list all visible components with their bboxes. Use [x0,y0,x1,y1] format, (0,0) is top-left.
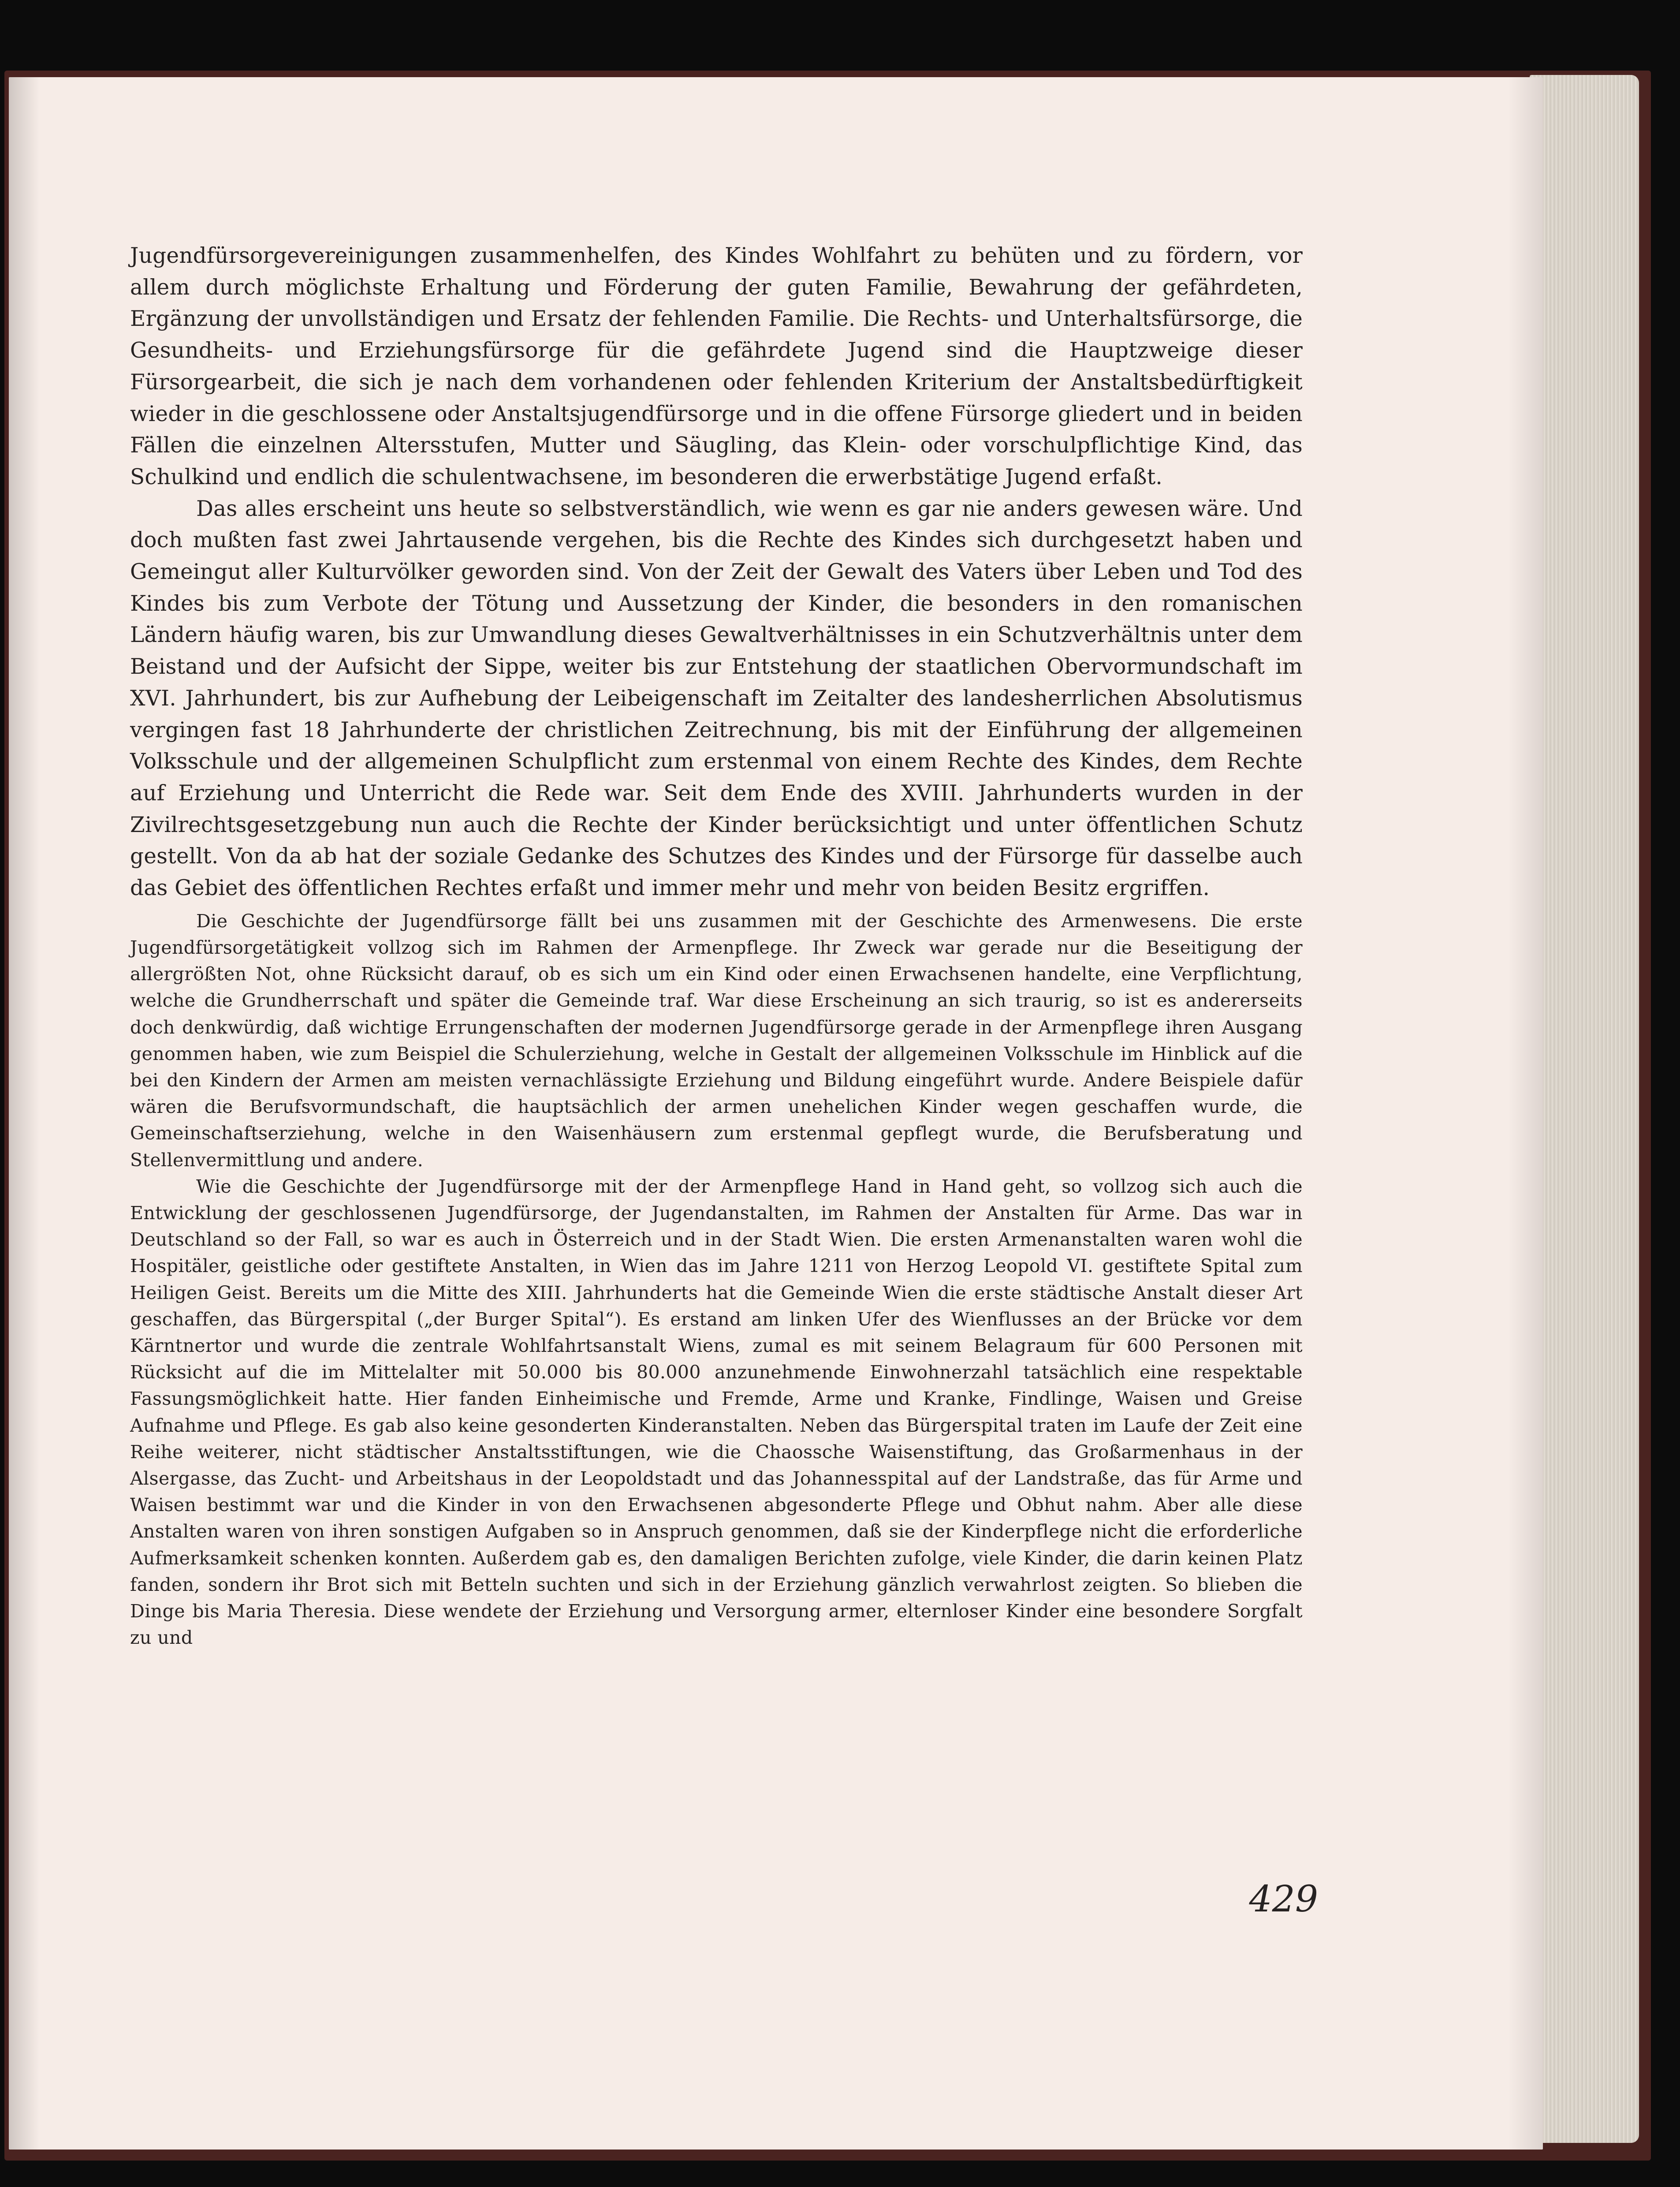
page-edge-shadow [1508,77,1543,2150]
page-edges [1530,75,1639,2143]
paragraph: Das alles erscheint uns heute so selbstverständlich, wie wenn es gar nie anders gewesen wäre. Und doch mußten fast zwei Jahrtausende vergehen, bis die Rechte des Kindes sich durchgesetzt haben und Gemeingut aller Kulturvölker geworden sind. Von der Zeit der Gewalt des Vaters über Leben und Tod des Kindes bis zum Verbote der Tötung und Aussetzung der Kinder, die besonders in den romanischen Ländern häufig waren, bis zur Umwandlung dieses Gewaltverhältnisses in ein Schutzverhältnis unter dem Beistand und der Aufsicht der Sippe, weiter bis zur Entstehung der staatlichen Obervormundschaft im XVI. Jahrhundert, bis zur Aufhebung der Leibeigenschaft im Zeitalter des landesherrlichen Absolutismus vergingen fast 18 Jahrhunderte der christlichen Zeitrechnung, bis mit der Einführung der allgemeinen Volksschule und der allgemeinen Schulpflicht zum erstenmal von einem Rechte des Kindes, dem Rechte auf Erziehung und Unterricht die Rede war. Seit dem Ende des XVIII. Jahrhunderts wurden in der Zivilrechtsgesetzgebung nun auch die Rechte der Kinder berücksichtigt und unter öffentlichen Schutz gestellt. Von da ab hat der soziale Gedanke des Schutzes des Kindes und der Fürsorge für dasselbe auch das Gebiet des öffentlichen Rechtes erfaßt und immer mehr und mehr von beiden Besitz ergriffen. [130,496,1303,901]
gutter-shadow [9,77,40,2150]
text-column [130,240,1303,1651]
paragraph: Wie die Geschichte der Jugendfürsorge mit der der Armenpflege Hand in Hand geht, so vollzog sich auch die Entwicklung der geschlossenen Jugendfürsorge, der Jugendanstalten, im Rahmen der Anstalten für Arme. Das war in Deutschland so der Fall, so war es auch in Österreich und in der Stadt Wien. Die ersten Armenanstalten waren wohl die Hospitäler, geistliche oder gestiftete Anstalten, in Wien das im Jahre 1211 von Herzog Leopold VI. gestiftete Spital zum Heiligen Geist. Bereits um die Mitte des XIII. Jahrhunderts hat die Gemeinde Wien die erste städtische Anstalt dieser Art geschaffen, das Bürgerspital („der Burger Spital“). Es erstand am linken Ufer des Wienflusses an der Brücke vor dem Kärntnertor und wurde die zentrale Wohlfahrtsanstalt Wiens, zumal es mit seinem Belagraum für 600 Personen mit Rücksicht auf die im Mittelalter mit 50.000 bis 80.000 anzunehmende Einwohnerzahl tatsächlich eine respektable Fassungsmöglichkeit hatte. Hier fanden Einheimische und Fremde, Arme und Kranke, Findlinge, Waisen und Greise Aufnahme und Pflege. Es gab also keine gesonderten Kinderanstalten. Neben das Bürgerspital traten im Laufe der Zeit eine Reihe weiterer, nicht städtischer Anstaltsstiftungen, wie die Chaossche Waisenstiftung, das Großarmenhaus in der Alsergasse, das Zucht- und Arbeitshaus in der Leopoldstadt und das Johannesspital auf der Landstraße, das für Arme und Waisen bestimmt war und die Kinder in von den Erwachsenen abgesonderte Pflege und Obhut nahm. Aber alle diese Anstalten waren von ihren sonstigen Aufgaben so in Anspruch genommen, daß sie der Kinderpflege nicht die erforderliche Aufmerksamkeit schenken konnten. Außerdem gab es, den damaligen Berichten zufolge, viele Kinder, die darin keinen Platz fanden, sondern ihr Brot sich mit Betteln suchten und sich in der Erziehung gänzlich verwahrlost zeigten. So blieben die Dinge bis Maria Theresia. Diese wendete der Erziehung und Versorgung armer, elternloser Kinder eine besondere Sorgfalt zu und [130,1176,1303,1649]
paragraph: Die Geschichte der Jugendfürsorge fällt bei uns zusammen mit der Geschichte des Armenwesens. Die erste Jugendfürsorgetätigkeit vollzog sich im Rahmen der Armenpflege. Ihr Zweck war gerade nur die Beseitigung der allergrößten Not, ohne Rücksicht darauf, ob es sich um ein Kind oder einen Erwachsenen handelte, eine Verpflichtung, welche die Grundherrschaft und später die Gemeinde traf. War diese Erscheinung an sich traurig, so ist es andererseits doch denkwürdig, daß wichtige Errungenschaften der modernen Jugendfürsorge gerade in der Armenpflege ihren Ausgang genommen haben, wie zum Beispiel die Schulerziehung, welche in Gestalt der allgemeinen Volksschule im Hinblick auf die bei den Kindern der Armen am meisten vernachlässigte Erziehung und Bildung eingeführt wurde. Andere Beispiele dafür wären die Berufsvormundschaft, die hauptsächlich der armen unehelichen Kinder wegen geschaffen wurde, die Gemeinschaftserziehung, welche in den Waisenhäusern zum erstenmal gepflegt wurde, die Berufsberatung und Stellenvermittlung und andere. [130,910,1303,1171]
page-number: 429 [1249,1878,1318,1920]
small-print-text [130,908,1303,1651]
paragraph: Jugendfürsorgevereinigungen zusammenhelfen, des Kindes Wohlfahrt zu behüten und zu fördern, vor allem durch möglichste Erhaltung und Förderung der guten Familie, Bewahrung der gefährdeten, Ergänzung der unvollständigen und Ersatz der fehlenden Familie. Die Rechts- und Unterhaltsfürsorge, die Gesundheits- und Erziehungsfürsorge für die gefährdete Jugend sind die Hauptzweige dieser Fürsorgearbeit, die sich je nach dem vorhandenen oder fehlenden Kriterium der Anstaltsbedürftigkeit wieder in die geschlossene oder Anstaltsjugendfürsorge und in die offene Fürsorge gliedert und in beiden Fällen die einzelnen Altersstufen, Mutter und Säugling, das Klein- oder vorschulpflichtige Kind, das Schulkind und endlich die schulentwachsene, im besonderen die erwerbstätige Jugend erfaßt. [130,243,1303,489]
main-text [130,240,1303,904]
